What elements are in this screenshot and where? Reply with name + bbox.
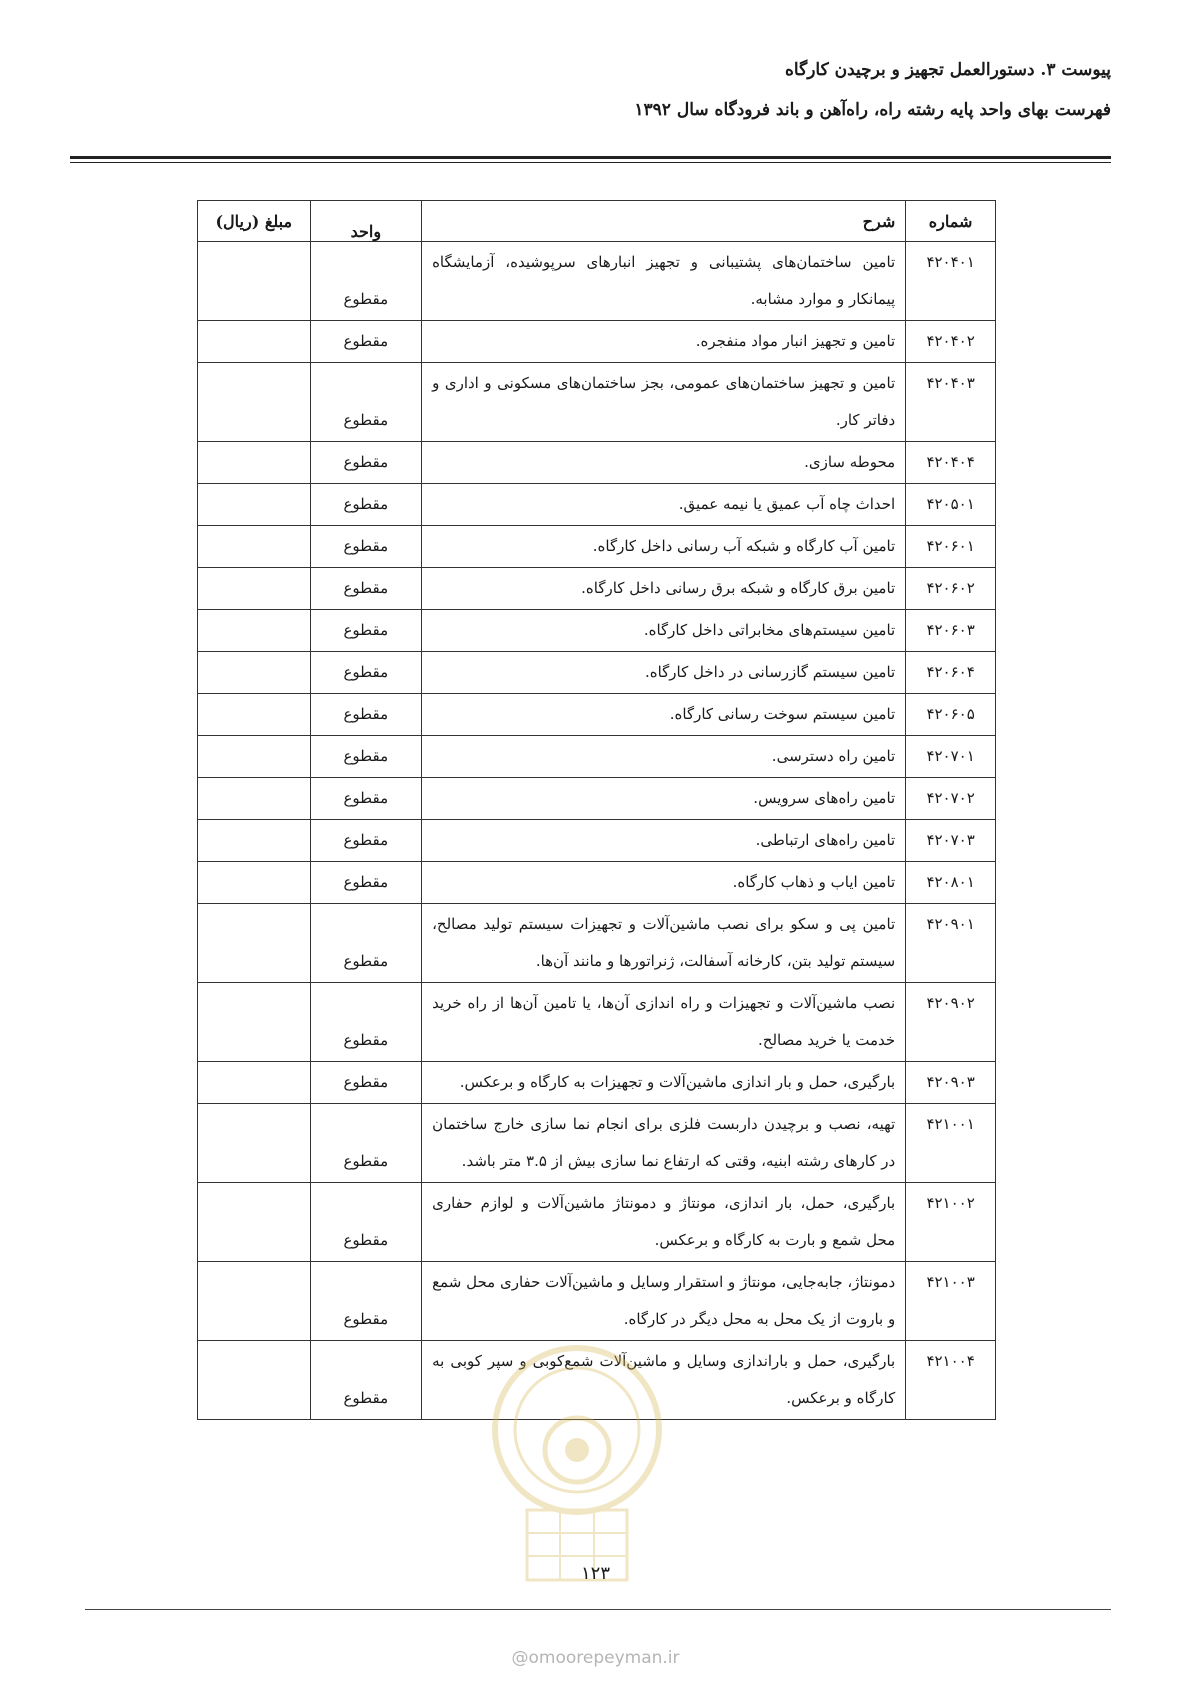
table-row	[198, 862, 996, 904]
table-row	[198, 610, 996, 652]
column-header-unit: واحد	[310, 201, 422, 242]
row-unit: مقطوع	[310, 363, 422, 442]
row-number: ۴۲۰۷۰۱	[906, 736, 996, 778]
row-amount	[198, 778, 311, 820]
row-number: ۴۲۱۰۰۳	[906, 1262, 996, 1341]
row-amount	[198, 1062, 311, 1104]
row-amount	[198, 904, 311, 983]
header-rule-thick	[70, 156, 1111, 159]
row-unit: مقطوع	[310, 736, 422, 778]
table-row	[198, 363, 996, 442]
row-unit: مقطوع	[310, 652, 422, 694]
row-number: ۴۲۰۹۰۱	[906, 904, 996, 983]
row-unit: مقطوع	[310, 694, 422, 736]
row-amount	[198, 1104, 311, 1183]
row-description: دمونتاژ، جابه‌جایی، مونتاژ و استقرار وسایل و ماشین‌آلات حفاری محل شمع و باروت از یک محل به محل دیگر در کارگاه.	[422, 1262, 906, 1341]
header-appendix-title: پیوست ۳. دستورالعمل تجهیز و برچیدن کارگاه	[785, 60, 1111, 80]
row-number: ۴۲۰۷۰۳	[906, 820, 996, 862]
row-number: ۴۲۰۴۰۲	[906, 321, 996, 363]
row-amount	[198, 983, 311, 1062]
row-number: ۴۲۰۴۰۴	[906, 442, 996, 484]
row-amount	[198, 568, 311, 610]
header-rule-thin	[70, 162, 1111, 163]
row-number: ۴۲۱۰۰۴	[906, 1341, 996, 1420]
table-row	[198, 904, 996, 983]
row-number: ۴۲۱۰۰۲	[906, 1183, 996, 1262]
row-amount	[198, 694, 311, 736]
table-row	[198, 1062, 996, 1104]
row-description: نصب ماشین‌آلات و تجهیزات و راه اندازی آن‌ها، یا تامین آن‌ها از راه خرید خدمت یا خرید مصالح.	[422, 983, 906, 1062]
row-amount	[198, 1341, 311, 1420]
row-unit: مقطوع	[310, 442, 422, 484]
row-number: ۴۲۱۰۰۱	[906, 1104, 996, 1183]
row-unit: مقطوع	[310, 321, 422, 363]
header-price-list-title: فهرست بهای واحد پایه رشته راه، راه‌آهن و باند فرودگاه سال ۱۳۹۲	[634, 100, 1111, 120]
table-row	[198, 736, 996, 778]
row-description: بارگیری، حمل، بار اندازی، مونتاژ و دمونتاژ ماشین‌آلات و لوازم حفاری محل شمع و بارت به کارگاه و برعکس.	[422, 1183, 906, 1262]
column-header-number: شماره	[906, 201, 996, 242]
row-description: احداث چاه آب عمیق یا نیمه عمیق.	[422, 484, 906, 526]
row-unit: مقطوع	[310, 1183, 422, 1262]
row-description: تامین سیستم گازرسانی در داخل کارگاه.	[422, 652, 906, 694]
row-description: تامین ساختمان‌های پشتیبانی و تجهیز انبارهای سرپوشیده، آزمایشگاه پیمانکار و موارد مشابه.	[422, 242, 906, 321]
row-description: تامین و تجهیز انبار مواد منفجره.	[422, 321, 906, 363]
row-unit: مقطوع	[310, 904, 422, 983]
row-description: تامین راه‌های سرویس.	[422, 778, 906, 820]
row-unit: مقطوع	[310, 568, 422, 610]
row-unit: مقطوع	[310, 1341, 422, 1420]
row-number: ۴۲۰۷۰۲	[906, 778, 996, 820]
table-row	[198, 321, 996, 363]
page-header	[634, 60, 1111, 120]
row-number: ۴۲۰۴۰۳	[906, 363, 996, 442]
price-list-table	[197, 200, 996, 1420]
table-row	[198, 442, 996, 484]
row-amount	[198, 820, 311, 862]
row-amount	[198, 484, 311, 526]
row-amount	[198, 242, 311, 321]
row-description: تامین آب کارگاه و شبکه آب رسانی داخل کارگاه.	[422, 526, 906, 568]
row-number: ۴۲۰۴۰۱	[906, 242, 996, 321]
table-row	[198, 1104, 996, 1183]
row-amount	[198, 1262, 311, 1341]
row-unit: مقطوع	[310, 526, 422, 568]
column-header-description: شرح	[422, 201, 906, 242]
row-description: تامین پی و سکو برای نصب ماشین‌آلات و تجهیزات سیستم تولید مصالح، سیستم تولید بتن، کارخانه آسفالت، ژنراتورها و مانند آن‌ها.	[422, 904, 906, 983]
page-number: ۱۲۳	[580, 1563, 610, 1584]
table-row	[198, 694, 996, 736]
table-row	[198, 526, 996, 568]
table-row	[198, 1183, 996, 1262]
row-number: ۴۲۰۶۰۵	[906, 694, 996, 736]
row-description: تامین راه‌های ارتباطی.	[422, 820, 906, 862]
row-description: تامین و تجهیز ساختمان‌های عمومی، بجز ساختمان‌های مسکونی و اداری و دفاتر کار.	[422, 363, 906, 442]
table-row	[198, 568, 996, 610]
row-unit: مقطوع	[310, 862, 422, 904]
row-description: بارگیری، حمل و بار اندازی ماشین‌آلات و تجهیزات به کارگاه و برعکس.	[422, 1062, 906, 1104]
row-unit: مقطوع	[310, 1104, 422, 1183]
row-description: تامین سیستم‌های مخابراتی داخل کارگاه.	[422, 610, 906, 652]
row-description: تامین برق کارگاه و شبکه برق رسانی داخل کارگاه.	[422, 568, 906, 610]
table-row	[198, 983, 996, 1062]
footer-rule	[85, 1609, 1111, 1610]
row-amount	[198, 442, 311, 484]
row-number: ۴۲۰۶۰۱	[906, 526, 996, 568]
row-unit: مقطوع	[310, 484, 422, 526]
table-row	[198, 242, 996, 321]
row-description: تهیه، نصب و برچیدن داربست فلزی برای انجام نما سازی خارج ساختمان در کارهای رشته ابنیه، وقتی که ارتفاع نما سازی بیش از ۳.۵ متر باشد.	[422, 1104, 906, 1183]
table-row	[198, 484, 996, 526]
row-amount	[198, 652, 311, 694]
row-unit: مقطوع	[310, 1062, 422, 1104]
table-header-row	[198, 201, 996, 242]
site-watermark: @omoorepeyman.ir	[511, 1648, 680, 1668]
table-row	[198, 820, 996, 862]
table-body	[198, 242, 996, 1420]
table-row	[198, 778, 996, 820]
row-number: ۴۲۰۸۰۱	[906, 862, 996, 904]
row-number: ۴۲۰۶۰۴	[906, 652, 996, 694]
row-number: ۴۲۰۵۰۱	[906, 484, 996, 526]
row-amount	[198, 526, 311, 568]
row-number: ۴۲۰۹۰۳	[906, 1062, 996, 1104]
table-row	[198, 652, 996, 694]
row-description: تامین سیستم سوخت رسانی کارگاه.	[422, 694, 906, 736]
row-unit: مقطوع	[310, 1262, 422, 1341]
column-header-amount: مبلغ (ریال)	[198, 201, 311, 242]
row-amount	[198, 736, 311, 778]
row-number: ۴۲۰۶۰۳	[906, 610, 996, 652]
row-description: تامین راه دسترسی.	[422, 736, 906, 778]
row-amount	[198, 1183, 311, 1262]
row-description: بارگیری، حمل و باراندازی وسایل و ماشین‌آلات شمع‌کوبی و سپر کوبی به کارگاه و برعکس.	[422, 1341, 906, 1420]
row-unit: مقطوع	[310, 610, 422, 652]
row-unit: مقطوع	[310, 820, 422, 862]
row-amount	[198, 363, 311, 442]
row-description: محوطه سازی.	[422, 442, 906, 484]
row-number: ۴۲۰۹۰۲	[906, 983, 996, 1062]
row-amount	[198, 610, 311, 652]
row-amount	[198, 321, 311, 363]
row-description: تامین ایاب و ذهاب کارگاه.	[422, 862, 906, 904]
row-number: ۴۲۰۶۰۲	[906, 568, 996, 610]
row-amount	[198, 862, 311, 904]
row-unit: مقطوع	[310, 778, 422, 820]
row-unit: مقطوع	[310, 242, 422, 321]
row-unit: مقطوع	[310, 983, 422, 1062]
